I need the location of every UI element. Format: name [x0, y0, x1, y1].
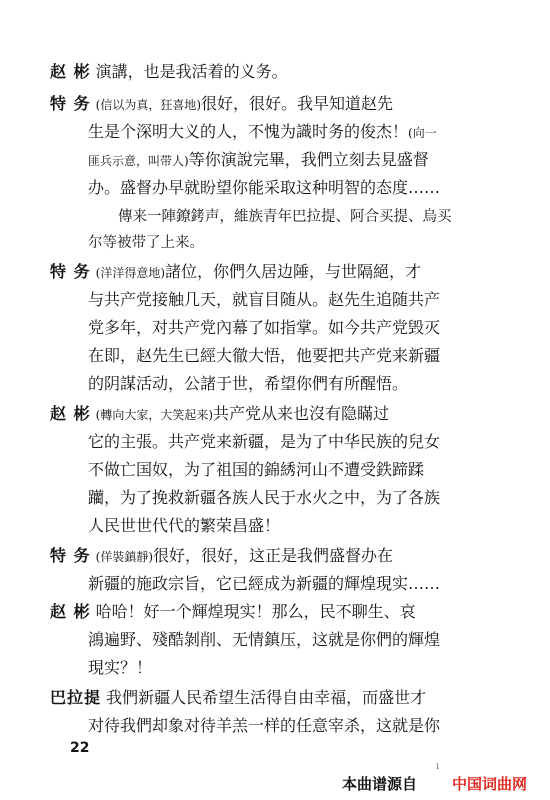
dialogue-text: 哈哈！好一个輝煌現实！那么，民不聊生、哀 [90, 602, 416, 621]
text-line [88, 574, 440, 594]
dialogue-text: 諸位，你們久居边陲，与世隔絕，才 [165, 262, 422, 281]
dialogue-text: 对待我們却象对待羊羔一样的任意宰杀，这就是你 [88, 716, 441, 735]
text-line [50, 602, 416, 622]
text-line [88, 346, 440, 366]
dialogue-text: 新疆的施政宗旨，它已經成为新疆的輝煌現实…… [88, 574, 441, 593]
dialogue-text: 現实？！ [88, 658, 153, 677]
text-line [50, 62, 288, 82]
speaker-name: 特 务 [50, 94, 91, 113]
speaker-name: 赵 彬 [50, 62, 91, 81]
dialogue-text: 它的主張。共产党来新疆，是为了中华民族的兒女 [88, 432, 441, 451]
page-number: 22 [70, 740, 90, 756]
stage-direction: (信以为真，狂喜地) [95, 98, 202, 112]
speaker-name: 赵 彬 [50, 404, 91, 423]
dialogue-text: 等你演說完畢，我們立刻去見盛督 [188, 150, 429, 169]
dialogue-text: 演講，也是我活着的义务。 [90, 62, 288, 81]
dialogue-text: 生是个深明大义的人，不愧为識时务的俊杰！ [88, 122, 409, 141]
text-line [88, 232, 204, 253]
text-line [50, 688, 426, 708]
dialogue-text: 在即，赵先生已經大徹大悟，他要把共产党来新疆 [88, 346, 441, 365]
speaker-name: 巴拉提 [50, 688, 102, 707]
watermark-source-text: 本曲谱源自 [342, 775, 418, 793]
text-line [88, 150, 429, 171]
watermark-site-name: 中国词曲网 [452, 775, 528, 793]
stage-narration: 傳来一陣鐐銬声，維族青年巴拉提、阿合买提、烏买 [118, 209, 452, 225]
stage-direction: (轉向大家，大笑起来) [95, 408, 214, 422]
text-line [88, 178, 440, 198]
dialogue-text: 很好，很好，这正是我們盛督办在 [153, 546, 394, 565]
margin-mark: ı [436, 761, 440, 772]
text-line [88, 716, 440, 736]
dialogue-text: 办。盛督办早就盼望你能采取这种明智的态度…… [88, 178, 441, 197]
stage-direction: 匪兵示意，叫带人) [88, 154, 189, 168]
text-line [88, 488, 440, 508]
dialogue-text: 不做亡国奴，为了祖国的錦綉河山不遭受鉄蹄蹂 [88, 460, 425, 479]
dialogue-text: 躪，为了挽救新疆各族人民于水火之中，为了各族 [88, 488, 441, 507]
dialogue-text: 我們新疆人民希望生活得自由幸福，而盛世才 [101, 688, 427, 707]
speaker-name: 赵 彬 [50, 602, 91, 621]
dialogue-text: 很好，很好。我早知道赵先 [201, 94, 394, 113]
text-line [50, 94, 393, 115]
dialogue-text: 鴻遍野、殘酷剝削、无情鎮压，这就是你們的輝煌 [88, 630, 441, 649]
stage-direction: (洋洋得意地) [95, 266, 166, 280]
text-line [88, 122, 437, 143]
text-line [50, 262, 421, 283]
text-line [50, 404, 389, 425]
text-line [88, 658, 152, 678]
dialogue-text: 党多年，对共产党內幕了如指掌。如今共产党毁灭 [88, 318, 441, 337]
stage-narration: 尔等被带了上来。 [88, 235, 204, 251]
text-line [88, 630, 440, 650]
dialogue-text: 的阴謀活动，公諸于世，希望你們有所醒悟。 [88, 374, 409, 393]
text-line [88, 318, 440, 338]
stage-direction: (向一 [408, 126, 437, 140]
text-line [50, 546, 393, 567]
text-line [88, 516, 280, 536]
speaker-name: 特 务 [50, 262, 91, 281]
text-line [118, 206, 452, 227]
speaker-name: 特 务 [50, 546, 91, 565]
dialogue-text: 共产党从来也沒有隐瞞过 [213, 404, 390, 423]
text-line [88, 374, 408, 394]
text-line [88, 460, 424, 480]
dialogue-text: 与共产党接触几天，就盲目随从。赵先生追随共产 [88, 290, 441, 309]
text-line [88, 290, 440, 310]
stage-direction: (佯裝鎮靜) [95, 550, 154, 564]
dialogue-text: 人民世世代代的繁荣昌盛！ [88, 516, 281, 535]
text-line [88, 432, 440, 452]
